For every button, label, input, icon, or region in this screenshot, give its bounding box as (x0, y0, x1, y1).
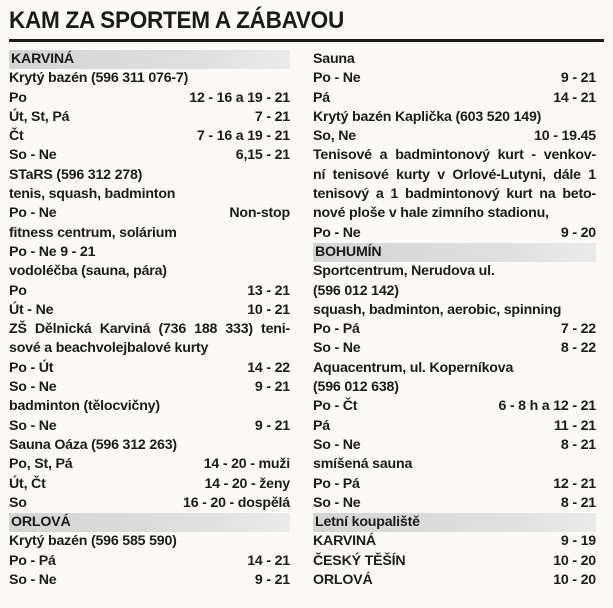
day-label: Po, St, Pá (9, 456, 73, 473)
hours-label: 14 - 21 (553, 89, 596, 106)
info-text: smíšená sauna (313, 456, 413, 473)
schedule-row (9, 127, 290, 146)
day-label: ČESKÝ TĚŠÍN (313, 552, 406, 569)
schedule-row (9, 282, 290, 301)
schedule-row (313, 69, 596, 88)
day-label: Po (9, 89, 27, 106)
day-label: So - Ne (313, 494, 361, 511)
schedule-row (313, 89, 596, 108)
hours-label: Non-stop (229, 205, 290, 222)
info-text: Po - Ne 9 - 21 (9, 243, 96, 260)
info-text: sové a beachvolejbalové kurty (9, 340, 209, 357)
section-header: Letní koupaliště (313, 513, 596, 532)
hours-label: 8 - 21 (560, 436, 596, 453)
day-label: So - Ne (9, 572, 57, 589)
hours-label: 7 - 21 (254, 108, 290, 125)
left-column (9, 50, 290, 590)
day-label: Po - Ne (313, 224, 361, 241)
page-title: KAM ZA SPORTEM A ZÁBAVOU (9, 7, 344, 34)
schedule-row (313, 224, 596, 243)
day-label: Pá (313, 89, 330, 106)
schedule-row (9, 146, 290, 165)
day-label: ORLOVÁ (313, 572, 373, 589)
info-text: Tenisové a badmintonový kurt - venkov- (313, 147, 596, 164)
schedule-row (313, 397, 596, 416)
info-text: (596 012 142) (313, 282, 399, 299)
info-text: vodoléčba (sauna, pára) (9, 263, 167, 280)
venue-name: Krytý bazén Kaplička (603 520 149) (313, 108, 542, 125)
info-text: tenis, squash, badminton (9, 186, 176, 203)
hours-label: 14 - 22 (247, 359, 290, 376)
schedule-row (313, 552, 596, 571)
hours-label: 9 - 21 (560, 70, 596, 87)
section-header: ORLOVÁ (9, 513, 290, 532)
day-label: So - Ne (313, 436, 361, 453)
info-text: badminton (tělocvičny) (9, 398, 160, 415)
hours-label: 13 - 21 (247, 282, 290, 299)
title-rule (9, 39, 604, 42)
info-text: fitness centrum, solárium (9, 224, 177, 241)
schedule-row (313, 339, 596, 358)
venue-name: Sauna Oáza (596 312 263) (9, 436, 177, 453)
section-header: KARVINÁ (9, 50, 290, 69)
schedule-row (313, 436, 596, 455)
schedule-row (9, 494, 290, 513)
schedule-row (313, 571, 596, 590)
hours-label: 9 - 19 (560, 533, 596, 550)
day-label: Po - Čt (313, 398, 358, 415)
day-label: Út, Čt (9, 475, 46, 492)
hours-label: 6 - 8 h a 12 - 21 (498, 398, 596, 415)
schedule-row (9, 455, 290, 474)
hours-label: 11 - 21 (554, 417, 596, 434)
schedule-row (9, 552, 290, 571)
hours-label: 7 - 16 a 19 - 21 (196, 128, 290, 145)
day-label: Po - Pá (313, 321, 360, 338)
day-label: So - Ne (9, 379, 57, 396)
hours-label: 8 - 22 (560, 340, 596, 357)
day-label: Po - Ne (9, 205, 57, 222)
venue-name: Krytý bazén (596 585 590) (9, 533, 177, 550)
day-label: So - Ne (313, 340, 361, 357)
schedule-row (313, 494, 596, 513)
hours-label: 7 - 22 (560, 321, 596, 338)
day-label: Po - Pá (313, 475, 360, 492)
schedule-row (313, 127, 596, 146)
schedule-row (9, 571, 290, 590)
info-text: nové ploše v hale zimního stadionu, (313, 205, 549, 222)
hours-label: 10 - 21 (247, 301, 290, 318)
day-label: Čt (9, 128, 24, 145)
schedule-row (9, 89, 290, 108)
day-label: So, Ne (313, 128, 356, 145)
hours-label: 10 - 20 (553, 572, 596, 589)
hours-label: 14 - 20 - muži (203, 456, 290, 473)
schedule-row (9, 204, 290, 223)
hours-label: 12 - 21 (553, 475, 596, 492)
day-label: So - Ne (9, 147, 57, 164)
day-label: Po (9, 282, 27, 299)
day-label: Po - Út (9, 359, 54, 376)
schedule-row (313, 532, 596, 551)
schedule-row (9, 378, 290, 397)
hours-label: 16 - 20 - dospělá (183, 494, 290, 511)
hours-label: 9 - 21 (254, 417, 290, 434)
info-text: squash, badminton, aerobic, spinning (313, 301, 562, 318)
info-text: (596 012 638) (313, 379, 399, 396)
info-text: ZŠ Dělnická Karviná (736 188 333) teni- (9, 321, 290, 338)
hours-label: 10 - 19.45 (534, 128, 596, 145)
day-label: Po - Pá (9, 552, 56, 569)
venue-name: Krytý bazén (596 311 076-7) (9, 70, 189, 87)
venue-name: Sauna (313, 51, 355, 67)
hours-label: 8 - 21 (560, 494, 596, 511)
schedule-row (9, 108, 290, 127)
venue-name: STaRS (596 312 278) (9, 166, 143, 183)
right-column (313, 50, 596, 590)
schedule-row (9, 359, 290, 378)
info-text: tenisový a 1 badmintonový kurt na beto- (313, 186, 596, 203)
venue-name: Sportcentrum, Nerudova ul. (313, 263, 495, 280)
day-label: So (9, 494, 27, 511)
schedule-row (9, 301, 290, 320)
day-label: So - Ne (9, 417, 57, 434)
section-header: BOHUMÍN (313, 243, 596, 262)
hours-label: 10 - 20 (553, 552, 596, 569)
info-text: ní tenisové kurty v Orlové-Lutyni, dále 1 (313, 166, 596, 183)
hours-label: 6,15 - 21 (235, 147, 290, 164)
day-label: Po - Ne (313, 70, 361, 87)
schedule-row (9, 475, 290, 494)
hours-label: 9 - 21 (254, 379, 290, 396)
hours-label: 9 - 20 (560, 224, 596, 241)
hours-label: 14 - 21 (247, 552, 290, 569)
day-label: Út - Ne (9, 301, 54, 318)
hours-label: 14 - 20 - ženy (204, 475, 290, 492)
venue-name: Aquacentrum, ul. Koperníkova (313, 359, 514, 376)
schedule-row (9, 417, 290, 436)
schedule-row (313, 417, 596, 436)
hours-label: 12 - 16 a 19 - 21 (189, 89, 290, 106)
day-label: KARVINÁ (313, 533, 376, 550)
schedule-row (313, 320, 596, 339)
day-label: Út, St, Pá (9, 108, 70, 125)
schedule-row (313, 475, 596, 494)
hours-label: 9 - 21 (254, 572, 290, 589)
day-label: Pá (313, 417, 330, 434)
